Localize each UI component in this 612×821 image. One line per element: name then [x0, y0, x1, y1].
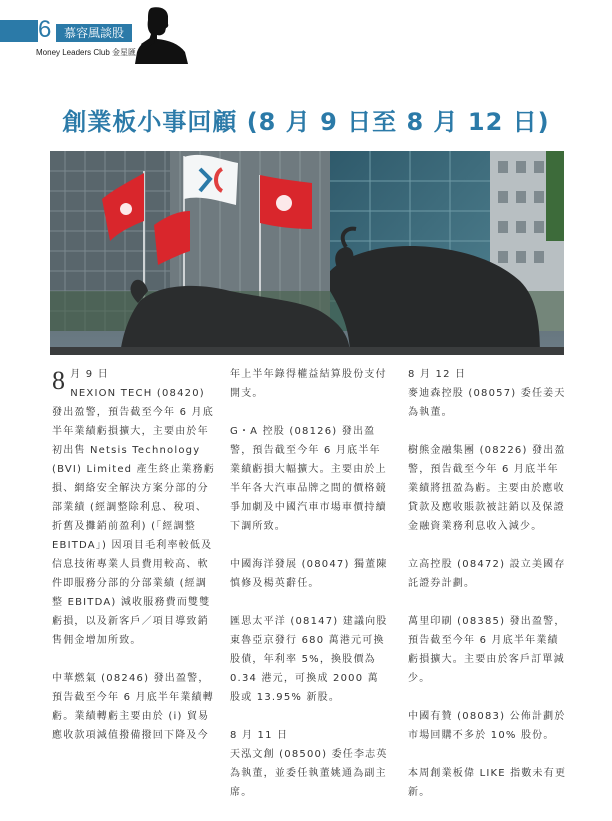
paragraph: 麥迪森控股 (08057) 委任姜天為執董。 — [408, 388, 566, 418]
article-column-3 — [408, 365, 568, 821]
paragraph: 匯思太平洋 (08147) 建議向股東魯亞京發行 680 萬港元可換股債，年利率 5%，換股價為 0.34 港元，可換成 2000 萬股或 13.95% 新股。 — [230, 616, 388, 703]
paragraph: 年上半年錄得權益結算股份支付開支。 — [230, 369, 387, 399]
paragraph: 中華燃氣 (08246) 發出盈警，預告截至今年 6 月底半年業績轉虧。業績轉虧主要由於 (i) 貿易應收款項減值撥備撥回下降及今 — [52, 673, 214, 741]
page-number: 6 — [38, 16, 52, 43]
date-heading-aug-12: 8 月 12 日 — [408, 369, 467, 380]
paragraph: NEXION TECH (08420) 發出盈警，預告截至今年 6 月底半年業績虧損擴大，主要由於年初出售 Netsis Technology (BVI) Limited 產生終止業務虧損、網絡安全解決方案分部的分部業績 (經調整除利息、稅項、折舊及攤銷前盈利) (「經調整 EBITDA」) 因項目毛利率較低及信息技術專業人員費用較高、軟件即服務分部的分部業績 (經調整 EBITDA) 減收服務費而雙雙虧損，以及新客戶／項目導致銷售佣金增加所致。 — [52, 388, 215, 646]
article-title: 創業板小事回顧 (8 月 9 日至 8 月 12 日) — [62, 108, 550, 136]
page-header — [0, 0, 612, 66]
article-column-2 — [230, 365, 390, 821]
paragraph: 立高控股 (08472) 設立美國存託證券計劃。 — [408, 559, 566, 589]
paragraph: 萬里印刷 (08385) 發出盈警，預告截至今年 6 月底半年業績虧損擴大。主要由於客戶訂單減少。 — [408, 616, 566, 684]
paragraph: 中國海洋發展 (08047) 獨董陳慎修及楊英辭任。 — [230, 559, 388, 589]
date-heading-aug-11: 8 月 11 日 — [230, 730, 289, 741]
date-rest: 月 9 日 — [70, 369, 109, 380]
paragraph: 天泓文創 (08500) 委任李志英為執董，並委任執董姚通為副主席。 — [230, 749, 388, 798]
columnist-silhouette-icon — [133, 6, 189, 64]
header-accent-strip — [0, 20, 38, 42]
date-drop-numeral: 8 — [52, 366, 67, 395]
paragraph: 樹熊金融集團 (08226) 發出盈警，預告截至今年 6 月底半年業績將扭盈為虧。主要由於應收貸款及應收賬款被註銷以及保證金融資業務利息收入減少。 — [408, 445, 566, 532]
article-photo — [50, 151, 564, 355]
column-subtitle: Money Leaders Club 金星匯 — [36, 48, 137, 57]
date-heading-aug-9 — [52, 365, 216, 395]
paragraph: 中國有贊 (08083) 公佈計劃於市場回購不多於 10% 股份。 — [408, 711, 566, 741]
paragraph: 本周創業板偉 LIKE 指數未有更新。 — [408, 768, 567, 798]
article-column-1 — [52, 365, 216, 764]
column-name: 慕容風談股 — [56, 24, 132, 42]
paragraph: G・A 控股 (08126) 發出盈警，預告截至今年 6 月底半年業績虧損大幅擴大。主要由於上半年各大汽車品牌之間的價格競爭加劇及中國汽車市場車價持續下調所致。 — [230, 426, 387, 532]
